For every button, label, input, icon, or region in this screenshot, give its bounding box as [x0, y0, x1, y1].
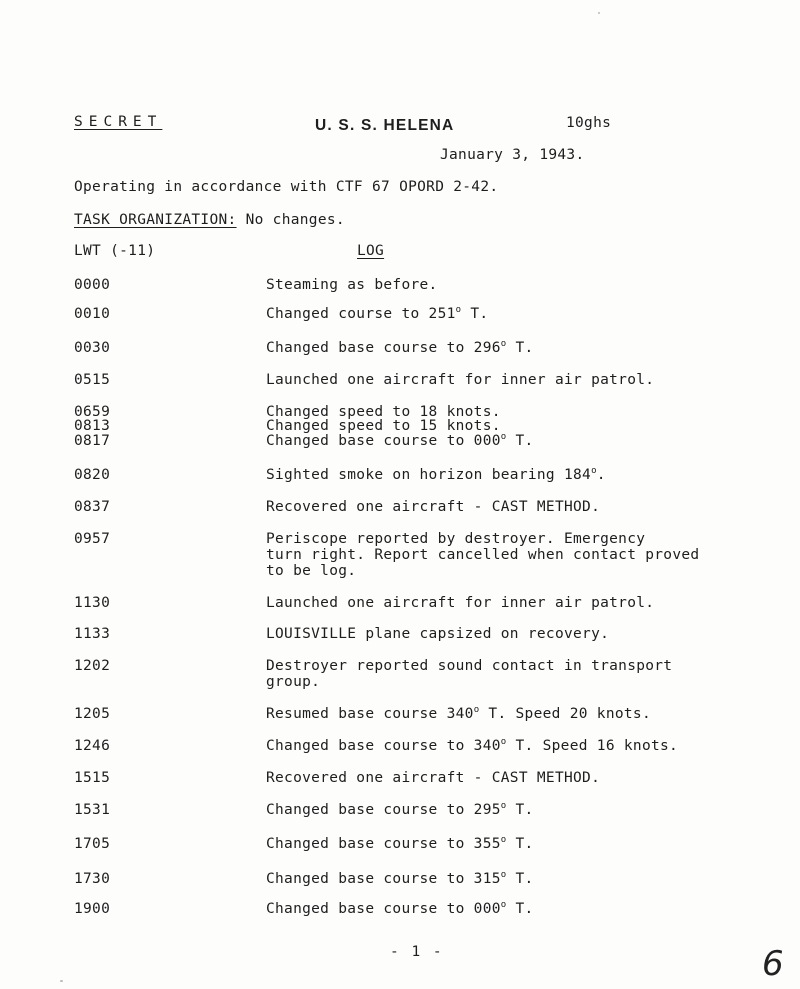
log-entry-time: 1133: [74, 626, 111, 642]
page-number: - 1 -: [390, 944, 444, 960]
log-entry-time: 1515: [74, 770, 111, 786]
log-entry-line: turn right. Report cancelled when contact proved: [266, 547, 700, 563]
log-entry-time: 1205: [74, 706, 111, 722]
log-entry-line: Changed speed to 18 knots.: [266, 404, 501, 420]
log-entry-text: [266, 340, 534, 356]
ship-name-title: U. S. S. HELENA: [315, 117, 455, 134]
classification-heading: SECRET: [74, 114, 163, 130]
log-entry-text: [266, 901, 534, 917]
log-entry-text: [266, 836, 534, 852]
log-entry-text: [266, 433, 534, 449]
log-column-heading: LOG: [357, 243, 385, 259]
log-entry-line: Changed base course to 000$^o$ T.: [266, 900, 534, 917]
log-entry-line: Launched one aircraft for inner air patrol.: [266, 595, 655, 611]
log-entry-text: [266, 658, 672, 690]
paper-speck: [598, 12, 600, 14]
log-entry-time: 0957: [74, 531, 111, 547]
log-entry-line: Changed base course to 340$^o$ T. Speed 16 knots.: [266, 737, 679, 754]
log-entry-line: LOUISVILLE plane capsized on recovery.: [266, 626, 610, 642]
log-entry-text: [266, 770, 600, 786]
log-entry-line: group.: [266, 674, 321, 690]
log-entry-text: [266, 467, 606, 483]
log-entry-time: 0515: [74, 372, 111, 388]
log-entry-time: 1531: [74, 802, 111, 818]
log-entry-line: Changed speed to 15 knots.: [266, 418, 501, 434]
log-entry-line: Changed base course to 315$^o$ T.: [266, 870, 534, 887]
time-column-heading: LWT (-11): [74, 243, 156, 259]
task-organization-line: [74, 212, 345, 228]
log-entry-line: Resumed base course 340$^o$ T. Speed 20 knots.: [266, 705, 651, 722]
log-entry-line: Sighted smoke on horizon bearing 184$^o$.: [266, 466, 606, 483]
operating-statement: Operating in accordance with CTF 67 OPORD 2-42.: [74, 179, 499, 195]
log-entry-time: 0030: [74, 340, 111, 356]
log-entry-time: 0000: [74, 277, 111, 293]
log-entry-line: Changed course to 251$^o$ T.: [266, 305, 489, 322]
log-entry-time: 1246: [74, 738, 111, 754]
log-entry-text: [266, 706, 651, 722]
log-entry-time: 0010: [74, 306, 111, 322]
log-entry-time: 1730: [74, 871, 111, 887]
log-entry-line: Launched one aircraft for inner air patrol.: [266, 372, 655, 388]
log-entry-line: Changed base course to 295$^o$ T.: [266, 801, 534, 818]
log-date: January 3, 1943.: [440, 147, 585, 163]
task-organization-label: TASK ORGANIZATION:: [74, 212, 237, 228]
log-entry-line: Recovered one aircraft - CAST METHOD.: [266, 770, 601, 786]
log-entry-line: Recovered one aircraft - CAST METHOD.: [266, 499, 601, 515]
task-organization-value: No changes.: [236, 212, 345, 228]
paper-speck: [60, 980, 63, 982]
log-entry-text: [266, 626, 609, 642]
log-entry-text: [266, 499, 600, 515]
log-entry-line: Steaming as before.: [266, 277, 438, 293]
log-entry-line: Periscope reported by destroyer. Emergency: [266, 531, 646, 547]
log-entry-text: [266, 871, 534, 887]
log-entry-time: 1705: [74, 836, 111, 852]
log-entry-line: Changed base course to 296$^o$ T.: [266, 339, 534, 356]
log-entry-time: 0820: [74, 467, 111, 483]
log-entry-text: [266, 531, 699, 579]
log-entry-time: 0837: [74, 499, 111, 515]
log-entry-time: 0659: [74, 404, 111, 420]
log-entry-text: [266, 277, 438, 293]
log-entry-line: to be log.: [266, 563, 357, 579]
log-entry-text: [266, 595, 654, 611]
log-entry-time: 1900: [74, 901, 111, 917]
handwritten-page-number: 6: [762, 944, 784, 984]
log-entry-time: 1202: [74, 658, 111, 674]
log-entry-line: Changed base course to 355$^o$ T.: [266, 835, 534, 852]
log-entry-time: 0813: [74, 418, 111, 434]
log-entry-line: Destroyer reported sound contact in transport: [266, 658, 673, 674]
log-entry-time: 1130: [74, 595, 111, 611]
log-entry-text: [266, 372, 654, 388]
log-entry-text: [266, 802, 534, 818]
log-entry-line: Changed base course to 000$^o$ T.: [266, 432, 534, 449]
log-entry-text: [266, 306, 488, 322]
log-entry-text: [266, 418, 501, 434]
document-code: 10ghs: [566, 115, 612, 131]
log-entry-time: 0817: [74, 433, 111, 449]
log-entry-text: [266, 738, 678, 754]
